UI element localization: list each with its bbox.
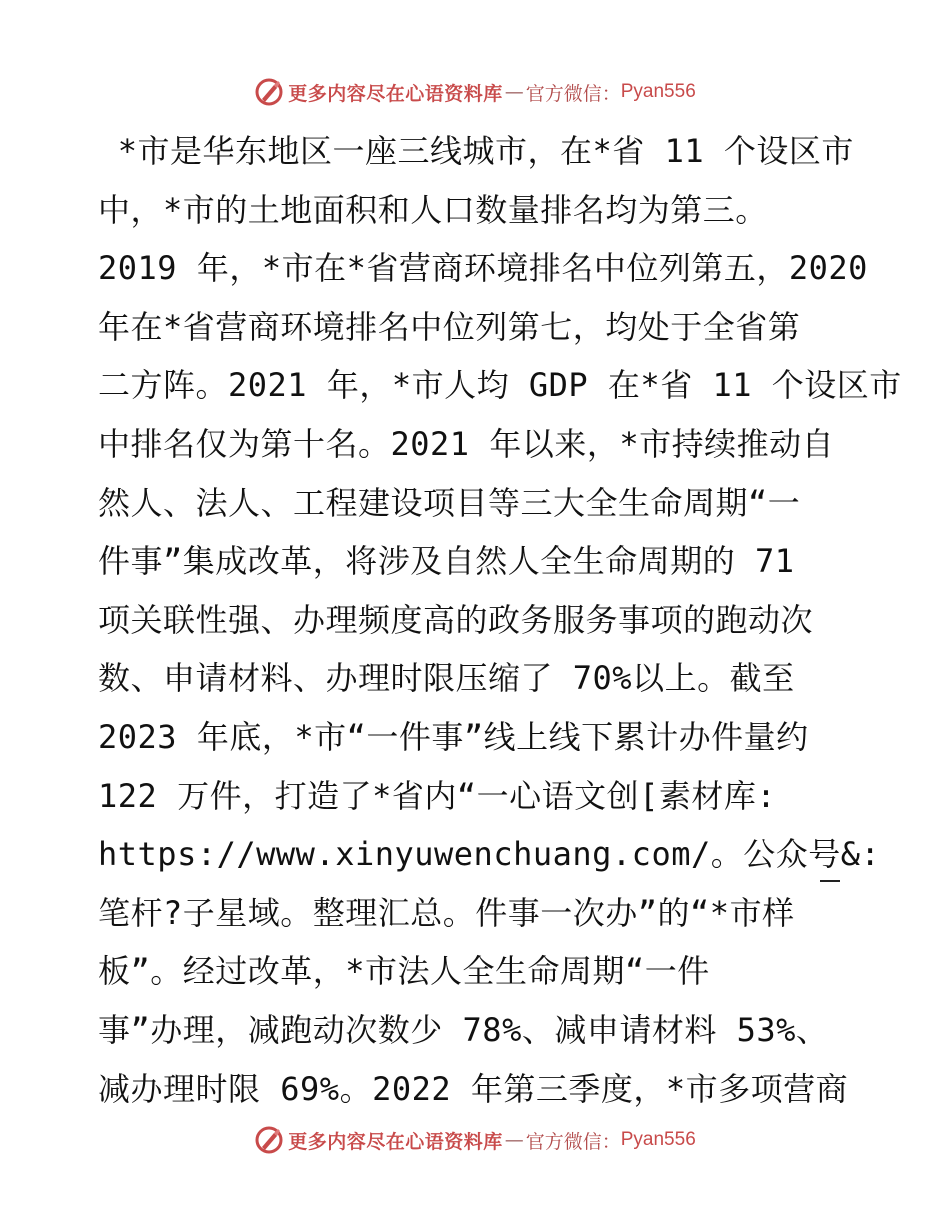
text-line: 中，*市的土地面积和人口数量排名均为第三。 bbox=[98, 190, 768, 229]
banner-wechat-label: 官方微信： bbox=[525, 82, 621, 105]
logo-icon bbox=[254, 77, 284, 107]
document-body bbox=[98, 122, 902, 1118]
logo-icon bbox=[254, 1125, 284, 1155]
text-line: 板”。经过改革，*市法人全生命周期“一件 bbox=[98, 952, 710, 991]
text-line: 件事”集成改革，将涉及自然人全生命周期的 71 bbox=[98, 542, 795, 581]
text-line: 年在*省营商环境排名中位列第七，均处于全省第 bbox=[98, 307, 801, 346]
stray-dash-mark bbox=[820, 880, 840, 882]
text-line: 数、申请材料、办理时限压缩了 70%以上。截至 bbox=[98, 659, 795, 698]
banner-separator: — bbox=[504, 1129, 524, 1151]
text-line: 笔杆?子星域。整理汇总。件事一次办”的“*市样 bbox=[98, 893, 795, 932]
text-line: 2023 年底，*市“一件事”线上线下累计办件量约 bbox=[98, 717, 809, 756]
banner-wechat-account: Pyan556 bbox=[620, 81, 696, 102]
text-line: 然人、法人、工程建设项目等三大全生命周期“一 bbox=[98, 483, 801, 522]
banner-wechat-label: 官方微信： bbox=[525, 1130, 621, 1153]
banner-wechat-account: Pyan556 bbox=[620, 1129, 696, 1150]
text-line: 二方阵。2021 年，*市人均 GDP 在*省 11 个设区市 bbox=[98, 366, 902, 405]
footer-banner bbox=[0, 1120, 950, 1160]
text-line: 2019 年，*市在*省营商环境排名中位列第五，2020 bbox=[98, 249, 868, 288]
text-line: 项关联性强、办理频度高的政务服务事项的跑动次 bbox=[98, 600, 814, 639]
header-banner bbox=[0, 72, 950, 112]
text-line: https://www.xinyuwenchuang.com/。公众号&: bbox=[98, 835, 881, 874]
banner-title: 更多内容尽在心语资料库 bbox=[288, 1130, 503, 1153]
text-line: 减办理时限 69%。2022 年第三季度，*市多项营商 bbox=[98, 1069, 849, 1108]
text-line: 122 万件，打造了*省内“一心语文创[素材库: bbox=[98, 776, 777, 815]
text-line: 中排名仅为第十名。2021 年以来，*市持续推动自 bbox=[98, 424, 835, 463]
text-line: 事”办理，减跑动次数少 78%、减申请材料 53%、 bbox=[98, 1010, 829, 1049]
text-line: *市是华东地区一座三线城市，在*省 11 个设区市 bbox=[98, 132, 854, 170]
banner-separator: — bbox=[504, 81, 524, 103]
banner-title: 更多内容尽在心语资料库 bbox=[288, 82, 503, 105]
